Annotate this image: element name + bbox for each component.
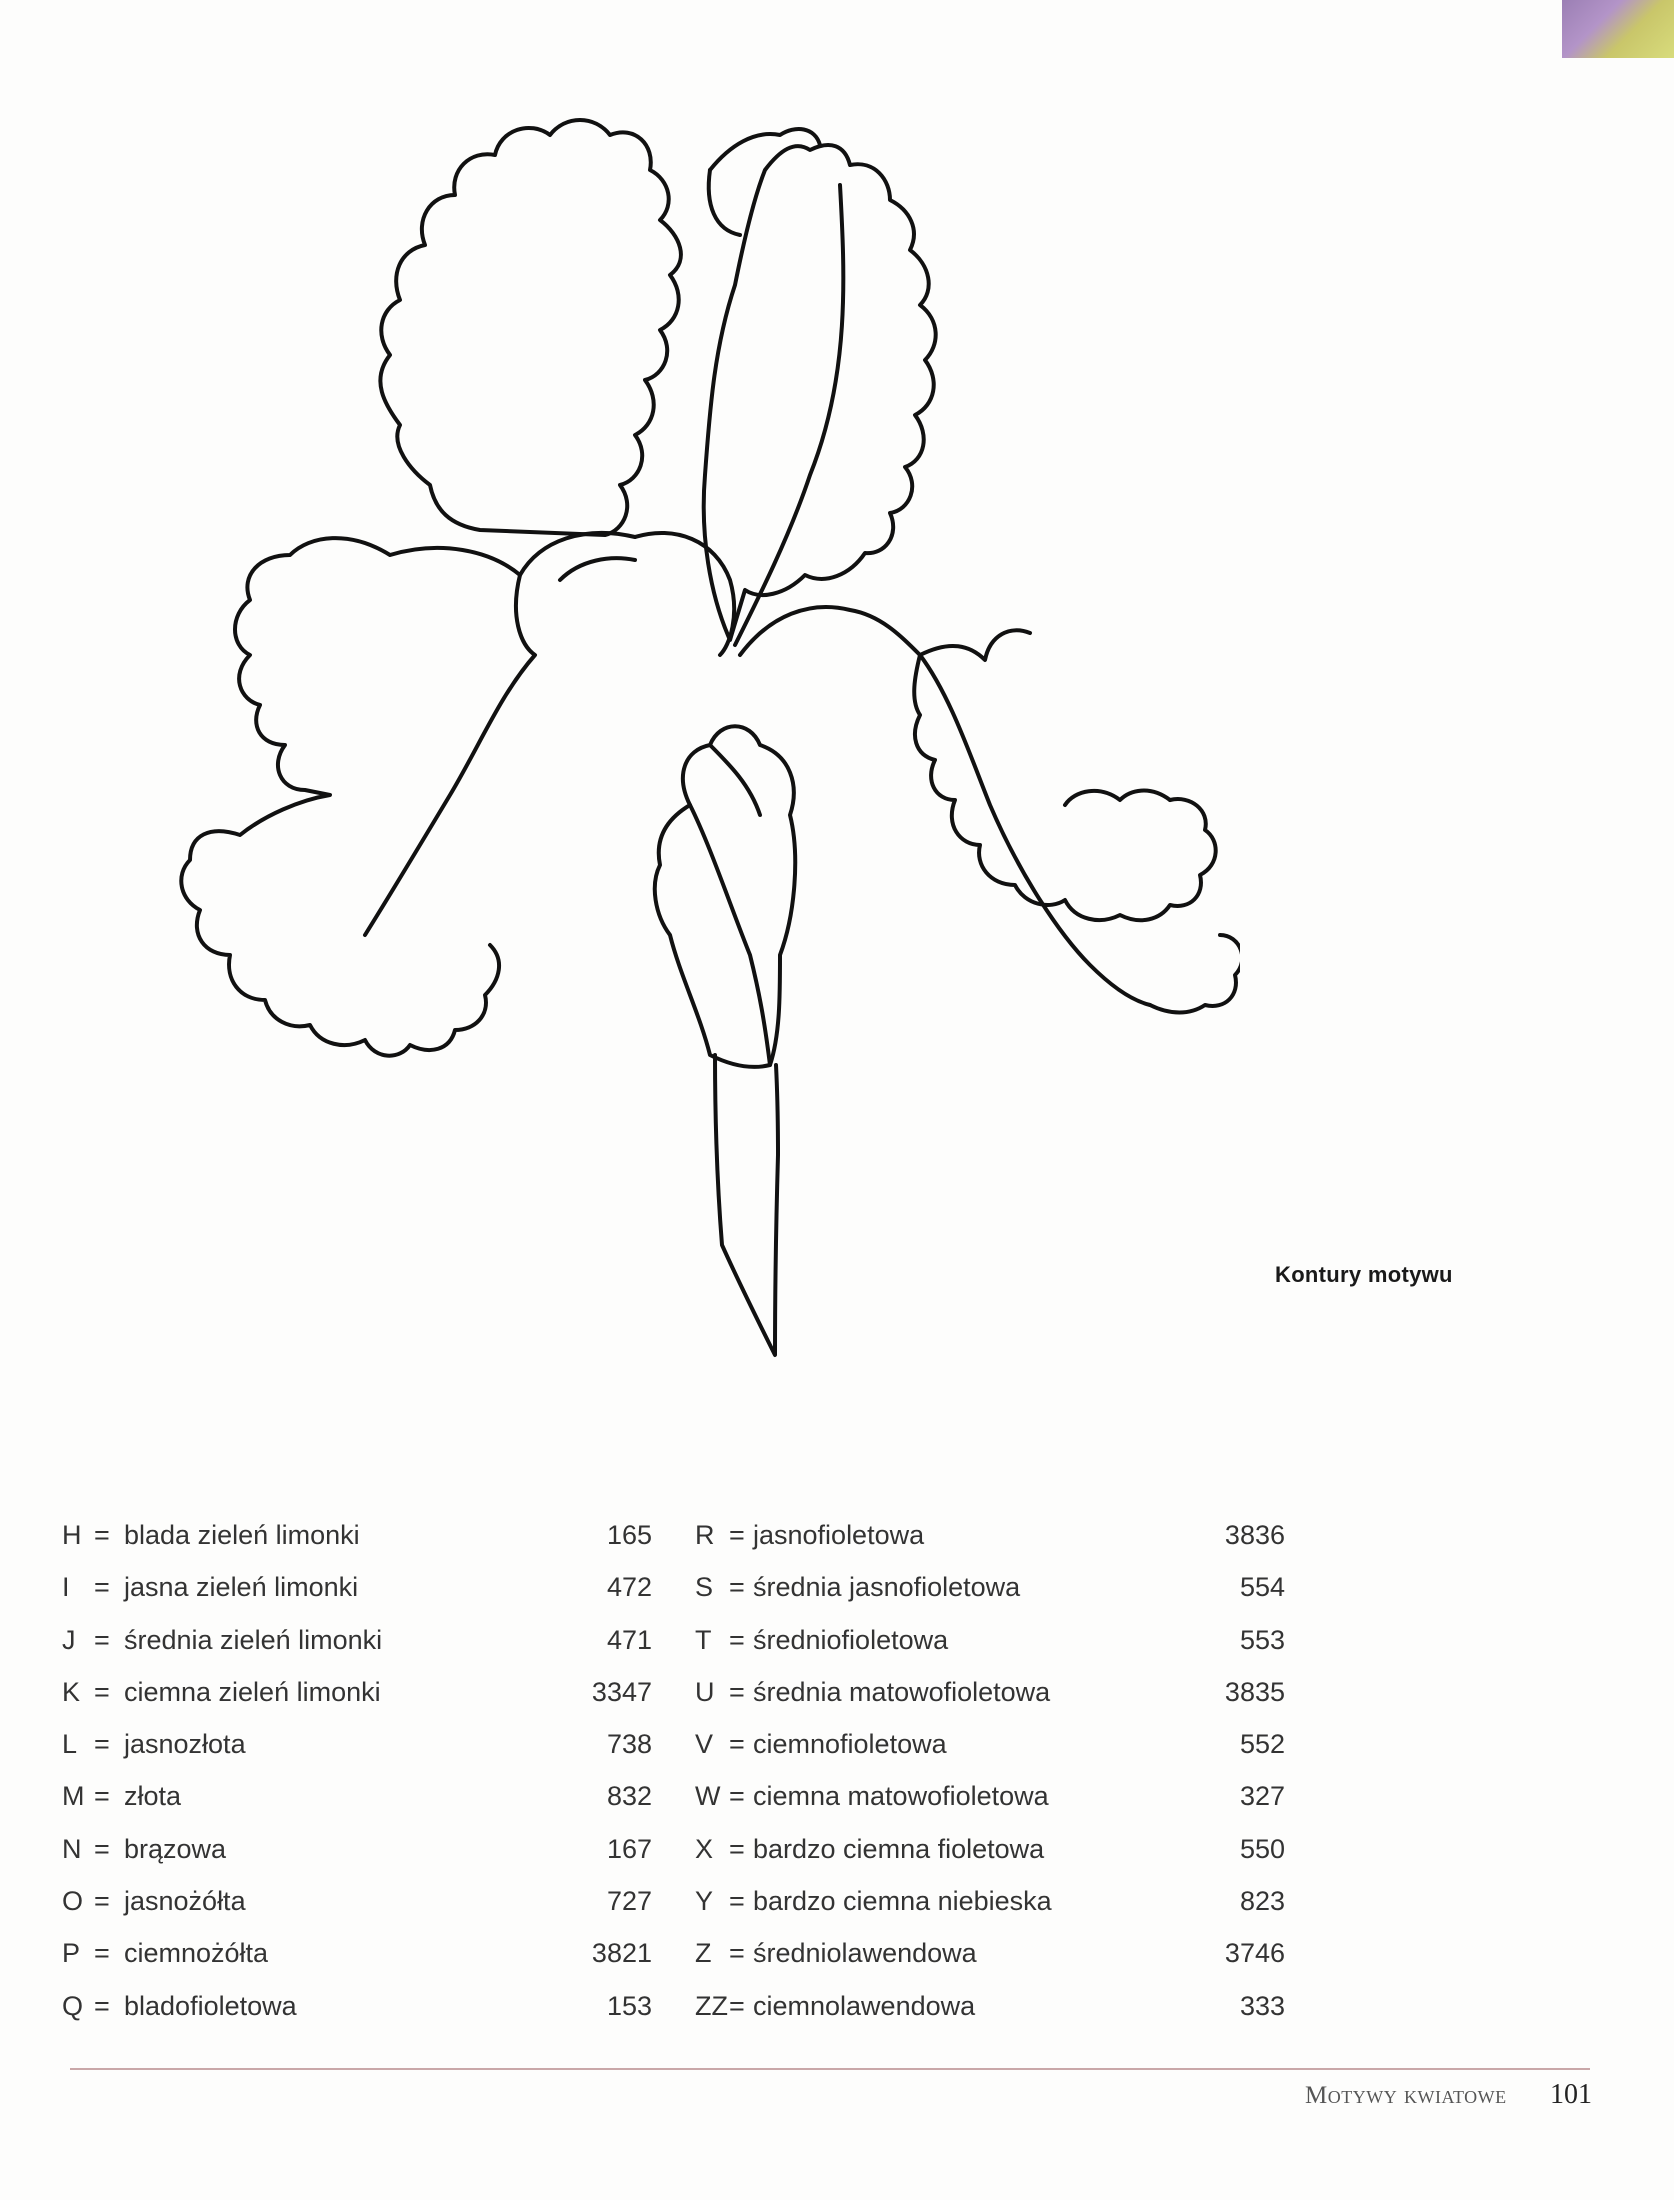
corner-color-swatch [1562,0,1674,58]
legend-thread-number: 3347 [591,1676,652,1707]
legend-thread-number: 3746 [1224,1938,1285,1969]
top-curl-inner [709,170,740,235]
legend-thread-number: 333 [1239,1990,1285,2021]
legend-description: jasnożółta [124,1886,246,1917]
motif-caption: Kontury motywu [1275,1262,1453,1287]
right-fall-upper [920,630,1030,660]
legend-description: średniofioletowa [753,1624,949,1655]
legend-row [62,1834,652,1886]
legend-thread-number: 738 [606,1729,652,1760]
iris-outline-drawing [90,55,1240,1415]
legend-thread-number: 165 [606,1520,652,1550]
legend-thread-number: 832 [606,1781,652,1812]
legend-equals: = [94,1781,110,1812]
legend-thread-number: 553 [1239,1624,1285,1655]
footer-section-title: Motywy kwiatowe [1305,2082,1507,2109]
legend-code: X [695,1833,714,1864]
legend-description: ciemnofioletowa [753,1729,947,1760]
legend-equals: = [729,1676,745,1707]
legend-code: H [62,1520,82,1550]
legend-thread-number: 823 [1239,1886,1285,1917]
legend-row [62,1677,652,1729]
legend-description: średniolawendowa [753,1938,977,1969]
legend-description: blada zieleń limonki [124,1520,360,1550]
legend-row [62,1625,652,1677]
legend-row [62,1781,652,1833]
legend-equals: = [94,1833,110,1864]
legend-equals: = [729,1520,745,1550]
legend-code: M [62,1781,85,1812]
legend-equals: = [94,1990,110,2021]
legend-code: Y [695,1886,714,1917]
legend-thread-number: 3835 [1224,1676,1285,1707]
legend-code: J [62,1624,76,1655]
legend-thread-number: 167 [606,1833,652,1864]
legend-description: złota [124,1781,182,1812]
legend-row [62,1520,652,1572]
legend-row [695,1677,1285,1729]
legend-thread-number: 554 [1239,1572,1285,1603]
right-fall-ruffle [914,655,1215,920]
legend-code: S [695,1572,714,1603]
legend-equals: = [729,1833,745,1864]
left-upper-petal [380,120,681,535]
legend-equals: = [729,1886,745,1917]
center-crest [635,533,734,655]
legend-row [695,1834,1285,1886]
thread-legend-left [62,1520,652,2043]
legend-row [695,1625,1285,1677]
legend-code: V [695,1729,714,1760]
right-upper-petal [704,145,936,640]
legend-description: bladofioletowa [124,1990,297,2021]
legend-code: L [62,1729,78,1760]
legend-description: brązowa [124,1833,227,1864]
legend-thread-number: 153 [606,1990,652,2021]
legend-description: ciemna matowofioletowa [753,1781,1049,1812]
legend-description: średnia jasnofioletowa [753,1572,1021,1603]
legend-row [695,1520,1285,1572]
legend-row [695,1781,1285,1833]
legend-thread-number: 552 [1239,1729,1285,1760]
legend-description: jasnofioletowa [753,1520,925,1550]
legend-code: P [62,1938,81,1969]
stem-outline [715,1055,778,1355]
legend-row [695,1991,1285,2043]
legend-equals: = [94,1886,110,1917]
legend-thread-number: 327 [1239,1781,1285,1812]
legend-code: W [695,1781,721,1812]
footer-rule [70,2068,1590,2070]
legend-equals: = [729,1938,745,1969]
legend-thread-number: 3836 [1224,1520,1285,1550]
legend-equals: = [729,1781,745,1812]
legend-row [62,1886,652,1938]
legend-description: ciemnożółta [124,1938,269,1969]
legend-code: ZZ [695,1990,728,2021]
legend-row [62,1991,652,2043]
legend-description: ciemnolawendowa [753,1990,976,2021]
upper-petal-vein [735,185,843,645]
legend-thread-number: 727 [606,1886,652,1917]
legend-equals: = [729,1572,745,1603]
legend-row [695,1729,1285,1781]
legend-thread-number: 472 [606,1572,652,1603]
crest-line [560,558,635,580]
legend-equals: = [94,1520,110,1550]
legend-code: Q [62,1990,84,2021]
legend-row [695,1886,1285,1938]
legend-equals: = [94,1676,110,1707]
legend-row [62,1938,652,1990]
legend-code: N [62,1833,82,1864]
legend-thread-number: 550 [1239,1833,1285,1864]
legend-row [695,1572,1285,1624]
legend-description: ciemna zieleń limonki [124,1676,381,1707]
legend-equals: = [729,1990,745,2021]
left-fall-ruffle [181,538,520,1056]
right-fall-tip [1065,791,1170,805]
legend-row [62,1572,652,1624]
legend-equals: = [94,1572,110,1603]
legend-code: I [62,1572,70,1603]
legend-row [695,1938,1285,1990]
left-fall-edge [365,533,635,935]
legend-description: średnia zieleń limonki [124,1624,383,1655]
legend-code: R [695,1520,715,1550]
bud-tip-line [710,745,760,815]
legend-equals: = [729,1624,745,1655]
legend-description: jasna zieleń limonki [124,1572,359,1603]
legend-equals: = [94,1729,110,1760]
legend-code: T [695,1624,712,1655]
right-fall-edge [740,607,1150,1005]
bud-outline [655,726,795,1067]
legend-code: Z [695,1938,712,1969]
legend-equals: = [94,1938,110,1969]
legend-description: bardzo ciemna niebieska [753,1886,1052,1917]
legend-description: bardzo ciemna fioletowa [753,1833,1045,1864]
thread-legend-right [695,1520,1285,2043]
legend-equals: = [94,1624,110,1655]
legend-code: U [695,1676,715,1707]
legend-code: O [62,1886,84,1917]
page-number: 101 [1550,2079,1592,2110]
legend-row [62,1729,652,1781]
legend-description: średnia matowofioletowa [753,1676,1051,1707]
legend-thread-number: 471 [606,1624,652,1655]
legend-equals: = [729,1729,745,1760]
legend-thread-number: 3821 [591,1938,652,1969]
legend-description: jasnozłota [124,1729,246,1760]
top-curl [710,129,820,170]
right-fall-curl [1150,935,1240,1013]
legend-code: K [62,1676,81,1707]
